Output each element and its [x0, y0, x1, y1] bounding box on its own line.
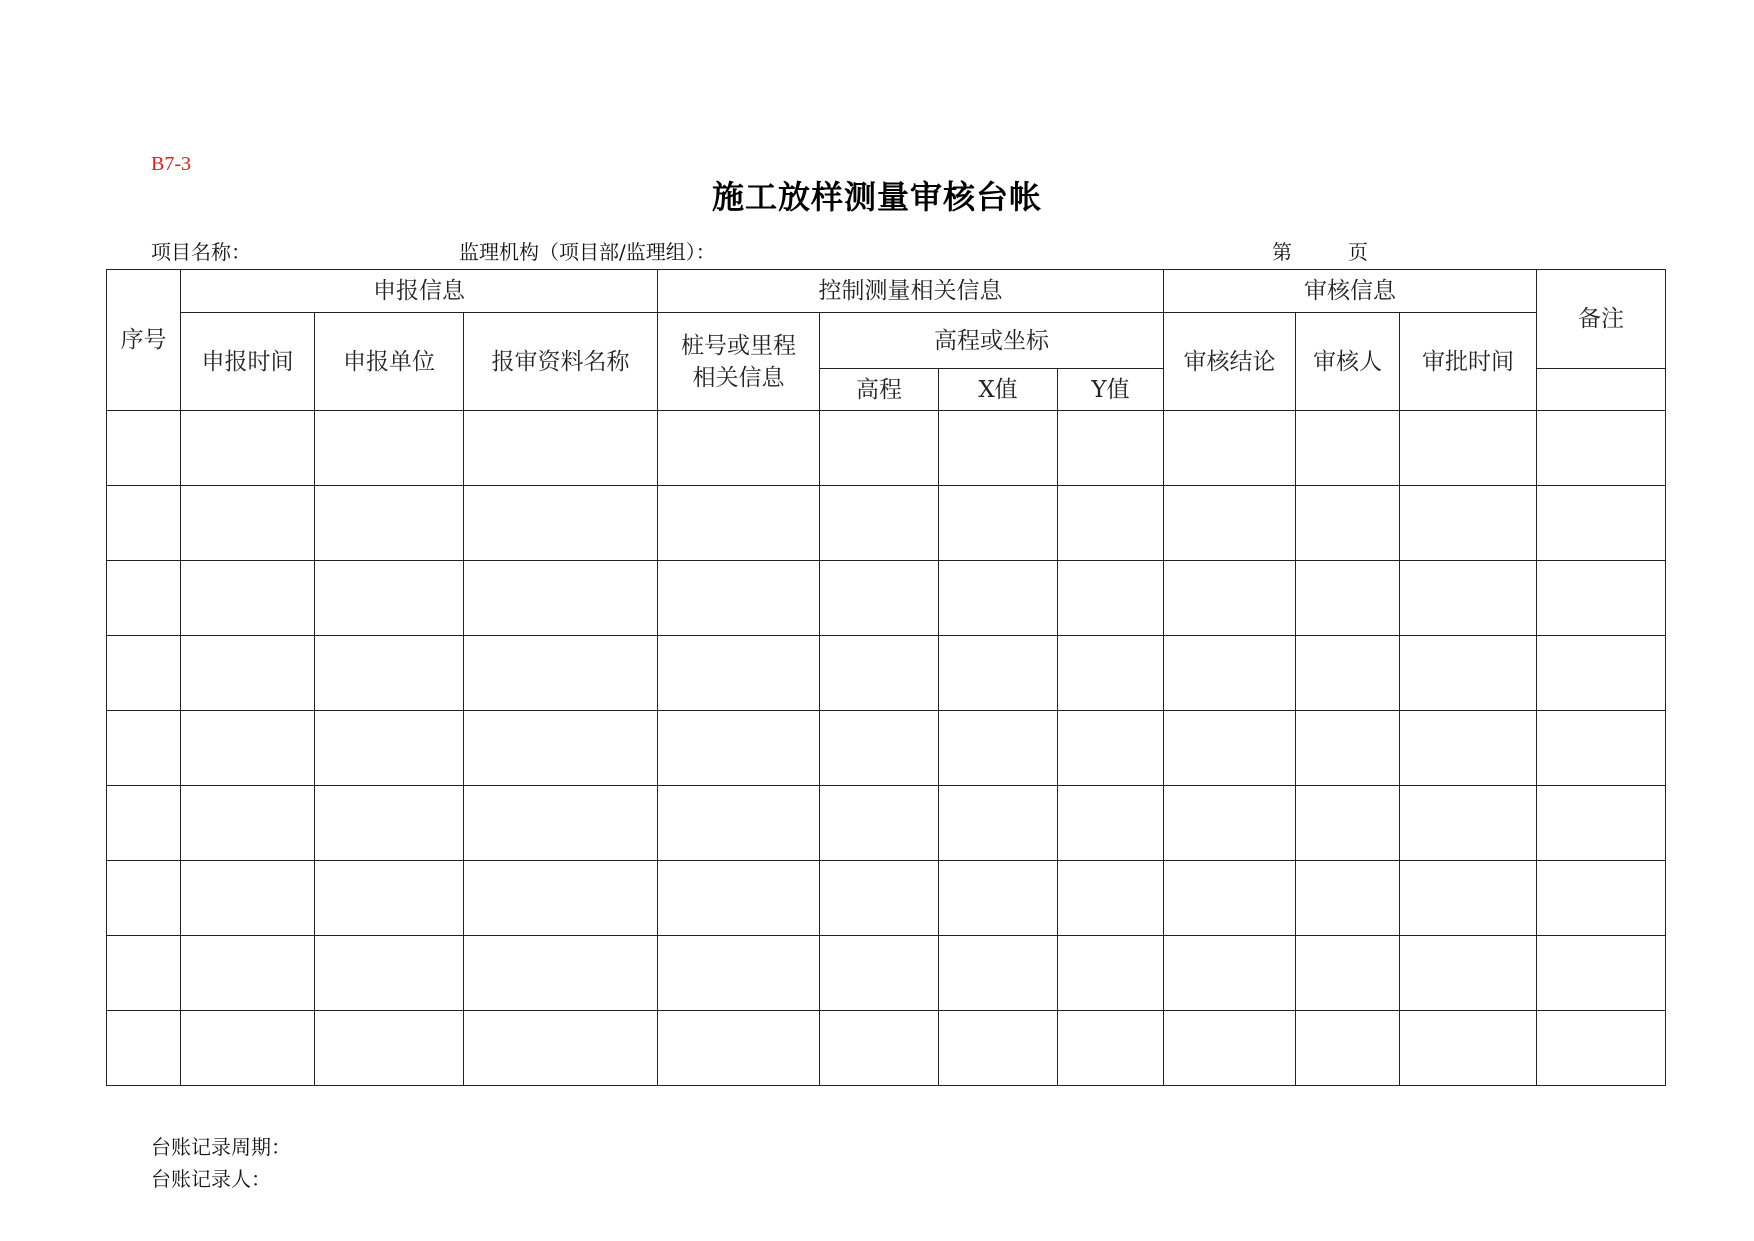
cell-seq[interactable]	[107, 561, 181, 636]
cell-seq[interactable]	[107, 786, 181, 861]
page-number-prefix: 第	[1272, 240, 1292, 264]
header-material-name: 报审资料名称	[464, 313, 658, 411]
cell-material-name[interactable]	[464, 411, 658, 486]
cell-material-name[interactable]	[464, 561, 658, 636]
cell-material-name[interactable]	[464, 636, 658, 711]
cell-station[interactable]	[658, 411, 820, 486]
cell-report-time[interactable]	[181, 861, 315, 936]
cell-seq[interactable]	[107, 486, 181, 561]
cell-y-value[interactable]	[1058, 786, 1164, 861]
cell-elevation[interactable]	[820, 711, 939, 786]
cell-elevation[interactable]	[820, 936, 939, 1011]
header-conclusion: 审核结论	[1164, 313, 1296, 411]
cell-x-value[interactable]	[939, 861, 1058, 936]
cell-report-time[interactable]	[181, 786, 315, 861]
cell-remarks[interactable]	[1537, 411, 1666, 486]
cell-approve-time[interactable]	[1400, 561, 1537, 636]
header-report-unit: 申报单位	[315, 313, 464, 411]
cell-conclusion[interactable]	[1164, 711, 1296, 786]
cell-report-time[interactable]	[181, 711, 315, 786]
cell-y-value[interactable]	[1058, 711, 1164, 786]
cell-conclusion[interactable]	[1164, 561, 1296, 636]
table-row	[107, 711, 1666, 786]
cell-conclusion[interactable]	[1164, 936, 1296, 1011]
page-number-suffix: 页	[1348, 240, 1368, 264]
header-remarks-spacer	[1537, 369, 1666, 411]
header-group-review: 审核信息	[1164, 270, 1537, 313]
ledger-cycle-label: 台账记录周期：	[151, 1135, 291, 1159]
cell-report-time[interactable]	[181, 411, 315, 486]
cell-report-unit[interactable]	[315, 861, 464, 936]
cell-report-unit[interactable]	[315, 636, 464, 711]
cell-seq[interactable]	[107, 636, 181, 711]
header-y-value: Y值	[1058, 369, 1164, 411]
cell-y-value[interactable]	[1058, 486, 1164, 561]
cell-report-unit[interactable]	[315, 411, 464, 486]
cell-elevation[interactable]	[820, 411, 939, 486]
cell-report-unit[interactable]	[315, 936, 464, 1011]
cell-x-value[interactable]	[939, 711, 1058, 786]
cell-elevation[interactable]	[820, 861, 939, 936]
cell-reviewer[interactable]	[1296, 486, 1400, 561]
cell-seq[interactable]	[107, 861, 181, 936]
cell-material-name[interactable]	[464, 1011, 658, 1086]
cell-y-value[interactable]	[1058, 561, 1164, 636]
header-x-value: X值	[939, 369, 1058, 411]
cell-conclusion[interactable]	[1164, 636, 1296, 711]
table-row	[107, 1011, 1666, 1086]
cell-x-value[interactable]	[939, 561, 1058, 636]
cell-y-value[interactable]	[1058, 636, 1164, 711]
cell-conclusion[interactable]	[1164, 786, 1296, 861]
cell-remarks[interactable]	[1537, 1011, 1666, 1086]
cell-report-time[interactable]	[181, 936, 315, 1011]
header-group-control: 控制测量相关信息	[658, 270, 1164, 313]
cell-report-time[interactable]	[181, 486, 315, 561]
cell-reviewer[interactable]	[1296, 561, 1400, 636]
cell-seq[interactable]	[107, 936, 181, 1011]
table-row	[107, 561, 1666, 636]
header-station-label: 桩号或里程相关信息	[681, 332, 796, 391]
cell-remarks[interactable]	[1537, 636, 1666, 711]
cell-material-name[interactable]	[464, 786, 658, 861]
cell-seq[interactable]	[107, 711, 181, 786]
table-row	[107, 936, 1666, 1011]
supervision-org-label: 监理机构（项目部/监理组）：	[459, 240, 716, 264]
cell-x-value[interactable]	[939, 936, 1058, 1011]
cell-approve-time[interactable]	[1400, 486, 1537, 561]
cell-elevation[interactable]	[820, 786, 939, 861]
cell-conclusion[interactable]	[1164, 411, 1296, 486]
cell-y-value[interactable]	[1058, 936, 1164, 1011]
cell-x-value[interactable]	[939, 1011, 1058, 1086]
header-remarks: 备注	[1537, 270, 1666, 369]
cell-report-unit[interactable]	[315, 561, 464, 636]
cell-x-value[interactable]	[939, 636, 1058, 711]
cell-reviewer[interactable]	[1296, 1011, 1400, 1086]
cell-reviewer[interactable]	[1296, 936, 1400, 1011]
cell-material-name[interactable]	[464, 711, 658, 786]
cell-seq[interactable]	[107, 1011, 181, 1086]
ledger-body	[107, 411, 1666, 1086]
cell-report-unit[interactable]	[315, 711, 464, 786]
project-name-label: 项目名称：	[151, 240, 251, 264]
cell-conclusion[interactable]	[1164, 486, 1296, 561]
cell-remarks[interactable]	[1537, 861, 1666, 936]
header-elevation: 高程	[820, 369, 939, 411]
cell-approve-time[interactable]	[1400, 711, 1537, 786]
cell-report-time[interactable]	[181, 1011, 315, 1086]
cell-material-name[interactable]	[464, 861, 658, 936]
cell-reviewer[interactable]	[1296, 711, 1400, 786]
cell-conclusion[interactable]	[1164, 861, 1296, 936]
cell-reviewer[interactable]	[1296, 861, 1400, 936]
cell-station[interactable]	[658, 711, 820, 786]
cell-report-time[interactable]	[181, 561, 315, 636]
cell-material-name[interactable]	[464, 936, 658, 1011]
cell-station[interactable]	[658, 936, 820, 1011]
cell-remarks[interactable]	[1537, 711, 1666, 786]
cell-elevation[interactable]	[820, 486, 939, 561]
table-row	[107, 486, 1666, 561]
cell-remarks[interactable]	[1537, 786, 1666, 861]
cell-station[interactable]	[658, 636, 820, 711]
cell-x-value[interactable]	[939, 786, 1058, 861]
cell-station[interactable]	[658, 786, 820, 861]
cell-approve-time[interactable]	[1400, 1011, 1537, 1086]
cell-y-value[interactable]	[1058, 861, 1164, 936]
cell-station[interactable]	[658, 1011, 820, 1086]
document-title: 施工放样测量审核台帐	[711, 178, 1042, 216]
cell-reviewer[interactable]	[1296, 786, 1400, 861]
cell-x-value[interactable]	[939, 486, 1058, 561]
cell-x-value[interactable]	[939, 411, 1058, 486]
header-seq: 序号	[107, 270, 181, 411]
cell-remarks[interactable]	[1537, 561, 1666, 636]
header-elev-coord: 高程或坐标	[820, 313, 1164, 369]
cell-report-unit[interactable]	[315, 486, 464, 561]
ledger-recorder-label: 台账记录人：	[151, 1167, 271, 1191]
header-group-report: 申报信息	[181, 270, 658, 313]
cell-station[interactable]	[658, 486, 820, 561]
table-row	[107, 861, 1666, 936]
cell-seq[interactable]	[107, 411, 181, 486]
header-approve-time: 审批时间	[1400, 313, 1537, 411]
cell-y-value[interactable]	[1058, 411, 1164, 486]
cell-material-name[interactable]	[464, 486, 658, 561]
cell-y-value[interactable]	[1058, 1011, 1164, 1086]
cell-approve-time[interactable]	[1400, 411, 1537, 486]
cell-reviewer[interactable]	[1296, 411, 1400, 486]
cell-station[interactable]	[658, 861, 820, 936]
ledger-table	[106, 269, 1666, 1086]
header-station	[658, 313, 820, 411]
cell-approve-time[interactable]	[1400, 861, 1537, 936]
table-row	[107, 411, 1666, 486]
cell-approve-time[interactable]	[1400, 636, 1537, 711]
header-reviewer: 审核人	[1296, 313, 1400, 411]
cell-elevation[interactable]	[820, 561, 939, 636]
cell-elevation[interactable]	[820, 1011, 939, 1086]
cell-remarks[interactable]	[1537, 936, 1666, 1011]
cell-report-unit[interactable]	[315, 1011, 464, 1086]
cell-elevation[interactable]	[820, 636, 939, 711]
cell-conclusion[interactable]	[1164, 1011, 1296, 1086]
table-row	[107, 786, 1666, 861]
cell-approve-time[interactable]	[1400, 936, 1537, 1011]
table-row	[107, 636, 1666, 711]
cell-approve-time[interactable]	[1400, 786, 1537, 861]
cell-station[interactable]	[658, 561, 820, 636]
cell-reviewer[interactable]	[1296, 636, 1400, 711]
cell-report-time[interactable]	[181, 636, 315, 711]
header-report-time: 申报时间	[181, 313, 315, 411]
cell-remarks[interactable]	[1537, 486, 1666, 561]
cell-report-unit[interactable]	[315, 786, 464, 861]
form-code: B7-3	[151, 153, 191, 175]
